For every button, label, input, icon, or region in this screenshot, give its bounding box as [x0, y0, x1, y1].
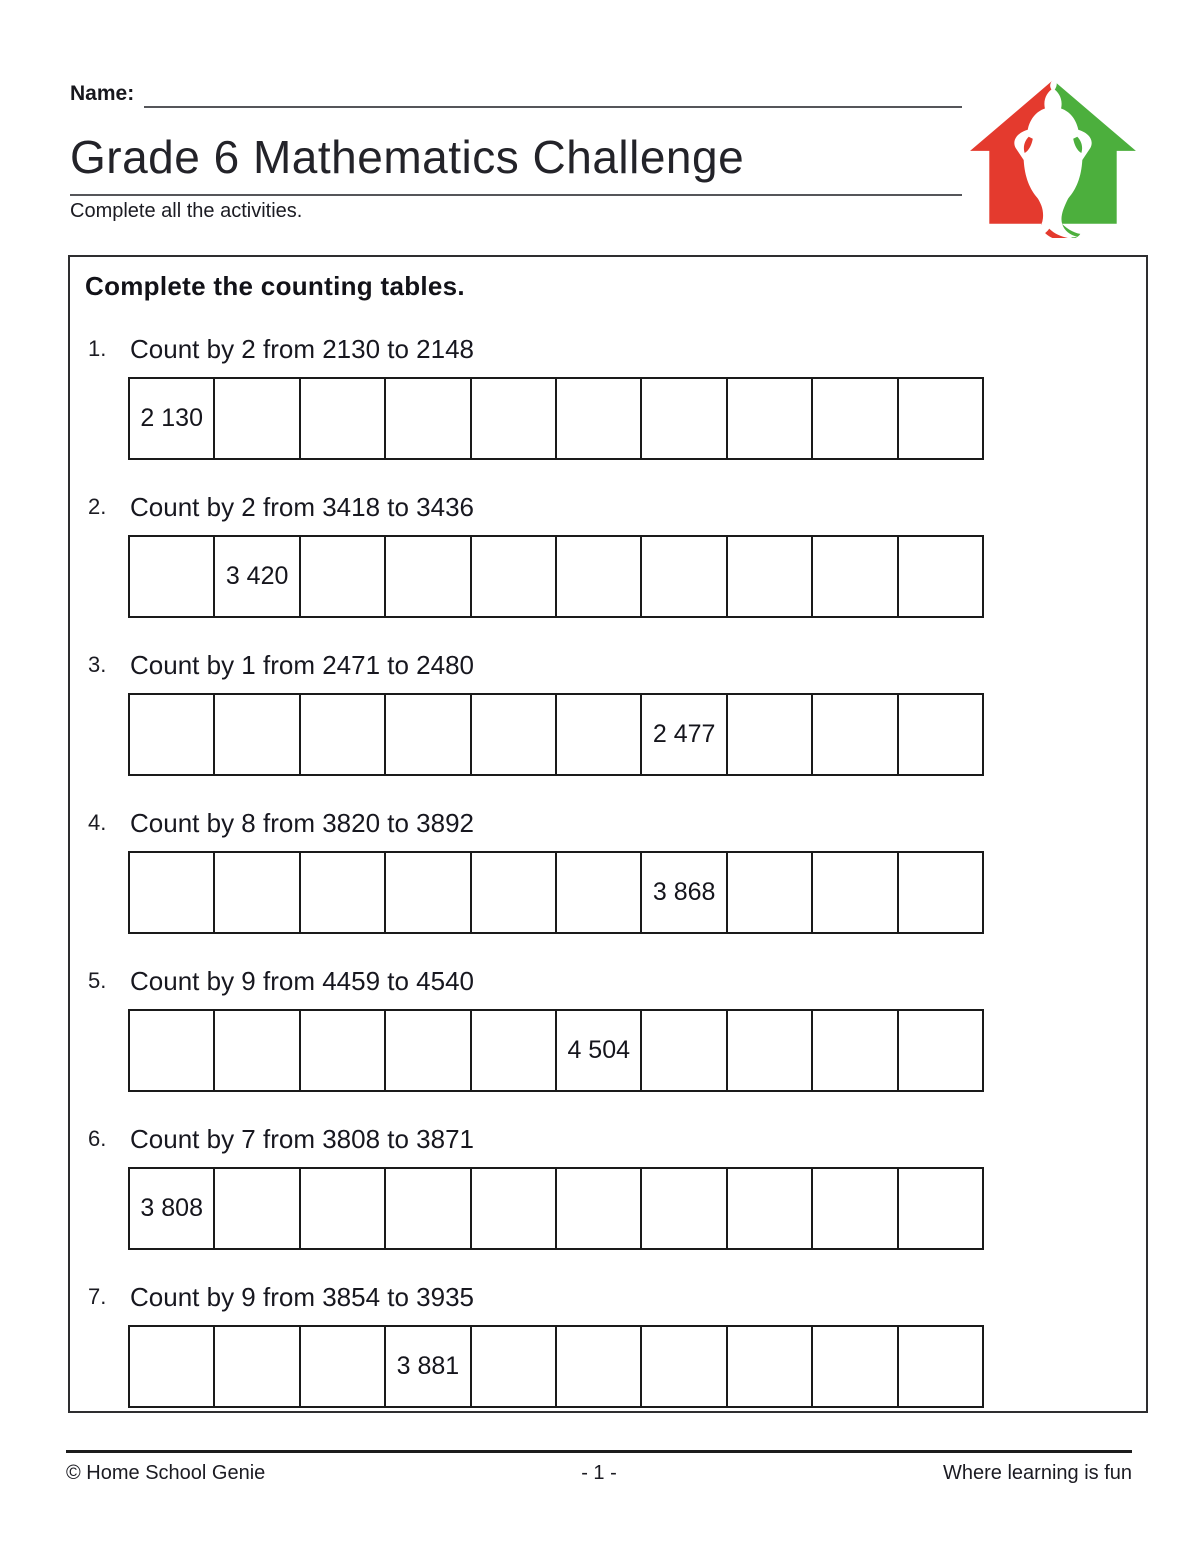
- problem: [70, 808, 1146, 934]
- counting-table: [128, 851, 984, 934]
- counting-cell[interactable]: [299, 1011, 384, 1090]
- counting-cell[interactable]: [640, 379, 725, 458]
- problem-number: 5.: [88, 968, 107, 993]
- counting-cell[interactable]: [726, 379, 811, 458]
- problem-label: [88, 808, 1146, 839]
- counting-table: [128, 535, 984, 618]
- problem-prompt: Count by 9 from 3854 to 3935: [130, 1282, 475, 1312]
- counting-cell[interactable]: [130, 853, 213, 932]
- counting-cell[interactable]: [299, 379, 384, 458]
- counting-cell[interactable]: [555, 1011, 640, 1090]
- counting-cell[interactable]: [384, 1011, 469, 1090]
- counting-cell[interactable]: [555, 695, 640, 774]
- footer-page-number: - 1 -: [581, 1462, 617, 1484]
- counting-cell[interactable]: [384, 695, 469, 774]
- problem-label: [88, 492, 1146, 523]
- counting-cell[interactable]: [726, 1011, 811, 1090]
- name-row: [70, 82, 962, 108]
- counting-cell[interactable]: [384, 1169, 469, 1248]
- counting-table: [128, 377, 984, 460]
- counting-cell[interactable]: [130, 379, 213, 458]
- problem-prompt: Count by 7 from 3808 to 3871: [130, 1124, 475, 1154]
- counting-cell[interactable]: [811, 853, 896, 932]
- problem-label: [88, 334, 1146, 365]
- counting-cell[interactable]: [897, 1011, 982, 1090]
- counting-cell[interactable]: [640, 1011, 725, 1090]
- counting-cell[interactable]: [299, 537, 384, 616]
- counting-cell[interactable]: [299, 853, 384, 932]
- counting-cell[interactable]: [640, 695, 725, 774]
- counting-cell[interactable]: [726, 695, 811, 774]
- counting-cell[interactable]: [640, 1169, 725, 1248]
- counting-table: [128, 1167, 984, 1250]
- problem: [70, 334, 1146, 460]
- problems: [70, 334, 1146, 1408]
- counting-cell[interactable]: [640, 853, 725, 932]
- counting-cell[interactable]: [213, 695, 298, 774]
- counting-cell[interactable]: [555, 1169, 640, 1248]
- filled-value: 2 477: [652, 720, 716, 748]
- counting-cell[interactable]: [897, 1327, 982, 1406]
- counting-cell[interactable]: [213, 379, 298, 458]
- worksheet-instruction: Complete the counting tables.: [85, 271, 465, 301]
- page-subtitle: Complete all the activities.: [70, 200, 303, 222]
- name-label: Name:: [70, 82, 135, 105]
- name-input-line[interactable]: [144, 86, 962, 108]
- filled-value: 3 808: [140, 1194, 203, 1222]
- problem-label: [88, 1282, 1146, 1313]
- problem-prompt: Count by 9 from 4459 to 4540: [130, 966, 475, 996]
- filled-value: 4 504: [567, 1036, 631, 1064]
- counting-cell[interactable]: [130, 1011, 213, 1090]
- counting-cell[interactable]: [299, 1169, 384, 1248]
- counting-cell[interactable]: [640, 537, 725, 616]
- filled-value: 3 420: [225, 562, 289, 590]
- counting-cell[interactable]: [897, 379, 982, 458]
- counting-cell[interactable]: [726, 853, 811, 932]
- counting-cell[interactable]: [213, 1011, 298, 1090]
- page-title: Grade 6 Mathematics Challenge: [70, 130, 962, 196]
- counting-table: [128, 1325, 984, 1408]
- problem-prompt: Count by 2 from 2130 to 2148: [130, 334, 475, 364]
- problem-prompt: Count by 2 from 3418 to 3436: [130, 492, 475, 522]
- counting-cell[interactable]: [811, 1327, 896, 1406]
- filled-value: 3 868: [652, 878, 716, 906]
- counting-cell[interactable]: [811, 379, 896, 458]
- counting-cell[interactable]: [555, 537, 640, 616]
- counting-cell[interactable]: [130, 537, 213, 616]
- problem: [70, 650, 1146, 776]
- counting-cell[interactable]: [470, 537, 555, 616]
- counting-cell[interactable]: [470, 1327, 555, 1406]
- counting-cell[interactable]: [555, 1327, 640, 1406]
- counting-cell[interactable]: [897, 1169, 982, 1248]
- counting-cell[interactable]: [897, 853, 982, 932]
- problem-prompt: Count by 1 from 2471 to 2480: [130, 650, 475, 680]
- filled-value: 2 130: [140, 404, 203, 432]
- problem-label: [88, 1124, 1146, 1155]
- counting-cell[interactable]: [384, 853, 469, 932]
- counting-cell[interactable]: [130, 1327, 213, 1406]
- problem: [70, 966, 1146, 1092]
- counting-cell[interactable]: [384, 1327, 469, 1406]
- counting-cell[interactable]: [811, 1011, 896, 1090]
- problem-number: 4.: [88, 810, 107, 835]
- problem-label: [88, 966, 1146, 997]
- counting-cell[interactable]: [897, 695, 982, 774]
- counting-cell[interactable]: [130, 695, 213, 774]
- counting-cell[interactable]: [470, 1169, 555, 1248]
- counting-cell[interactable]: [384, 379, 469, 458]
- worksheet-box: [68, 255, 1148, 1413]
- counting-cell[interactable]: [726, 1169, 811, 1248]
- problem-label: [88, 650, 1146, 681]
- counting-cell[interactable]: [470, 853, 555, 932]
- problem-number: 7.: [88, 1284, 107, 1309]
- counting-cell[interactable]: [726, 537, 811, 616]
- problem-number: 1.: [88, 336, 107, 361]
- counting-cell[interactable]: [470, 379, 555, 458]
- page-footer: [66, 1450, 1132, 1485]
- counting-cell[interactable]: [811, 537, 896, 616]
- counting-cell[interactable]: [726, 1327, 811, 1406]
- counting-cell[interactable]: [470, 1011, 555, 1090]
- problem: [70, 492, 1146, 618]
- counting-cell[interactable]: [299, 695, 384, 774]
- counting-cell[interactable]: [384, 537, 469, 616]
- counting-cell[interactable]: [811, 1169, 896, 1248]
- logo-svg: [962, 76, 1144, 238]
- problem: [70, 1124, 1146, 1250]
- counting-cell[interactable]: [299, 1327, 384, 1406]
- counting-cell[interactable]: [213, 1169, 298, 1248]
- counting-cell[interactable]: [555, 853, 640, 932]
- counting-cell[interactable]: [130, 1169, 213, 1248]
- problem-number: 3.: [88, 652, 107, 677]
- counting-cell[interactable]: [897, 537, 982, 616]
- counting-cell[interactable]: [213, 1327, 298, 1406]
- footer-slogan: Where learning is fun: [943, 1462, 1132, 1484]
- counting-cell[interactable]: [213, 853, 298, 932]
- problem-number: 2.: [88, 494, 107, 519]
- counting-cell[interactable]: [811, 695, 896, 774]
- counting-cell[interactable]: [213, 537, 298, 616]
- footer-copyright: © Home School Genie: [66, 1462, 266, 1484]
- counting-cell[interactable]: [555, 379, 640, 458]
- counting-table: [128, 693, 984, 776]
- home-school-genie-logo: [962, 76, 1144, 238]
- problem: [70, 1282, 1146, 1408]
- counting-cell[interactable]: [640, 1327, 725, 1406]
- problem-number: 6.: [88, 1126, 107, 1151]
- problem-prompt: Count by 8 from 3820 to 3892: [130, 808, 475, 838]
- counting-cell[interactable]: [470, 695, 555, 774]
- counting-table: [128, 1009, 984, 1092]
- filled-value: 3 881: [396, 1352, 460, 1380]
